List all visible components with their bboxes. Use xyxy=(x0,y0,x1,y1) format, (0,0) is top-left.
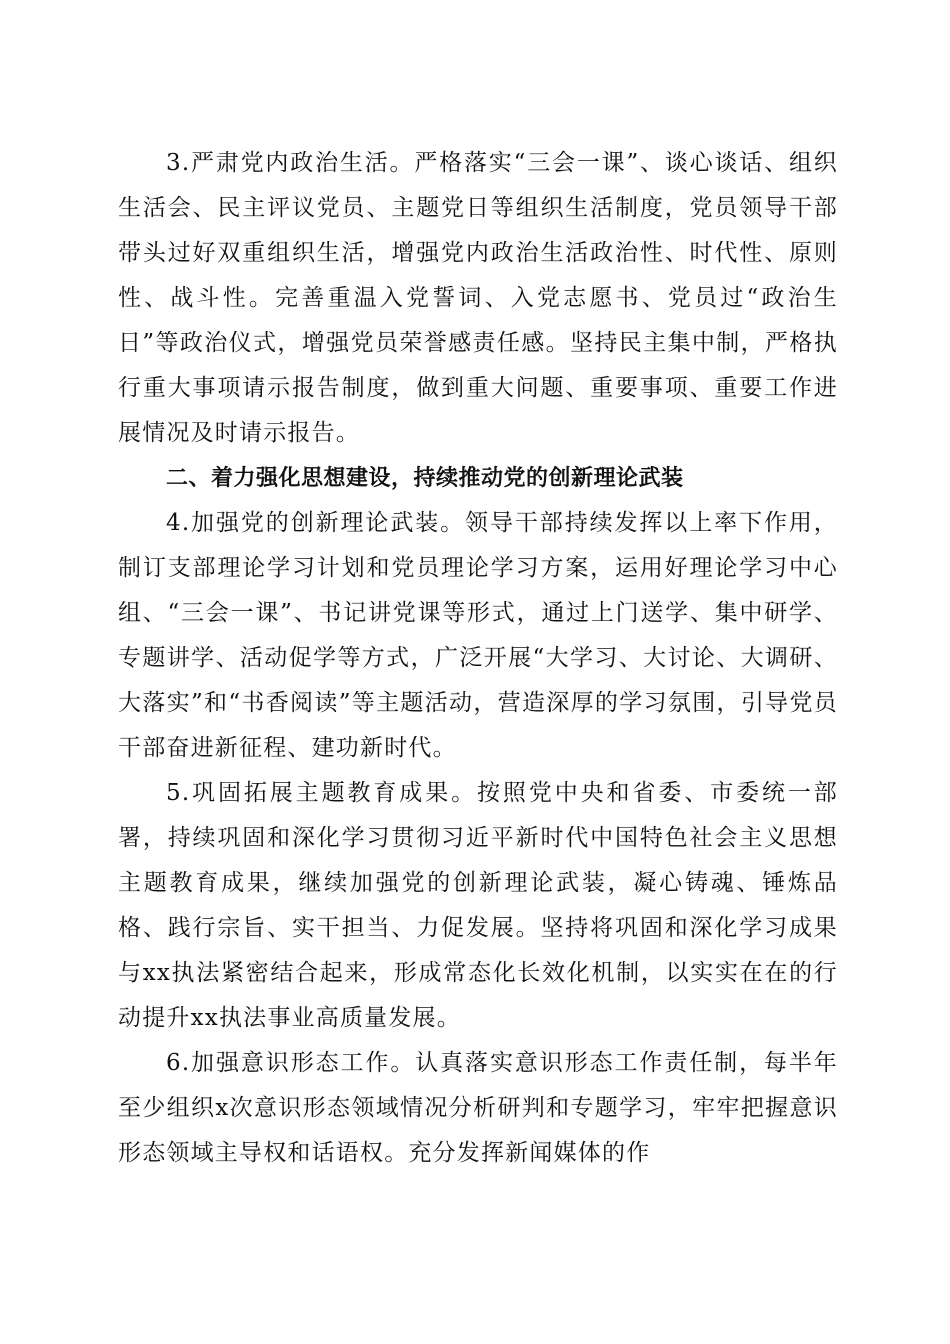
document-body xyxy=(118,141,838,1176)
paragraph-theme-education: 5.巩固拓展主题教育成果。按照党中央和省委、市委统一部署，持续巩固和深化学习贯彻习近平新时代中国特色社会主义思想主题教育成果，继续加强党的创新理论武装，凝心铸魂、锤炼品格、践行宗旨、实干担当、力促发展。坚持将巩固和深化学习成果与xx执法紧密结合起来，形成常态化长效化机制，以实实在在的行动提升xx执法事业高质量发展。 xyxy=(118,780,838,1031)
section-heading-ideological-building: 二、着力强化思想建设，持续推动党的创新理论武装 xyxy=(166,466,684,491)
paragraph-theory-armament: 4.加强党的创新理论武装。领导干部持续发挥以上率下作用，制订支部理论学习计划和党员理论学习方案，运用好理论学习中心组、“三会一课”、书记讲党课等形式，通过上门送学、集中研学、专题讲学、活动促学等方式，广泛开展“大学习、大讨论、大调研、大落实”和“书香阅读”等主题活动，营造深厚的学习氛围，引导党员干部奋进新征程、建功新时代。 xyxy=(118,510,838,761)
paragraph-ideology-work: 6.加强意识形态工作。认真落实意识形态工作责任制，每半年至少组织x次意识形态领域情况分析研判和专题学习，牢牢把握意识形态领域主导权和话语权。充分发挥新闻媒体的作 xyxy=(118,1050,838,1166)
paragraph-party-political-life: 3.严肃党内政治生活。严格落实“三会一课”、谈心谈话、组织生活会、民主评议党员、主题党日等组织生活制度，党员领导干部带头过好双重组织生活，增强党内政治生活政治性、时代性、原则性、战斗性。完善重温入党誓词、入党志愿书、党员过“政治生日”等政治仪式，增强党员荣誉感责任感。坚持民主集中制，严格执行重大事项请示报告制度，做到重大问题、重要事项、重要工作进展情况及时请示报告。 xyxy=(118,150,838,446)
